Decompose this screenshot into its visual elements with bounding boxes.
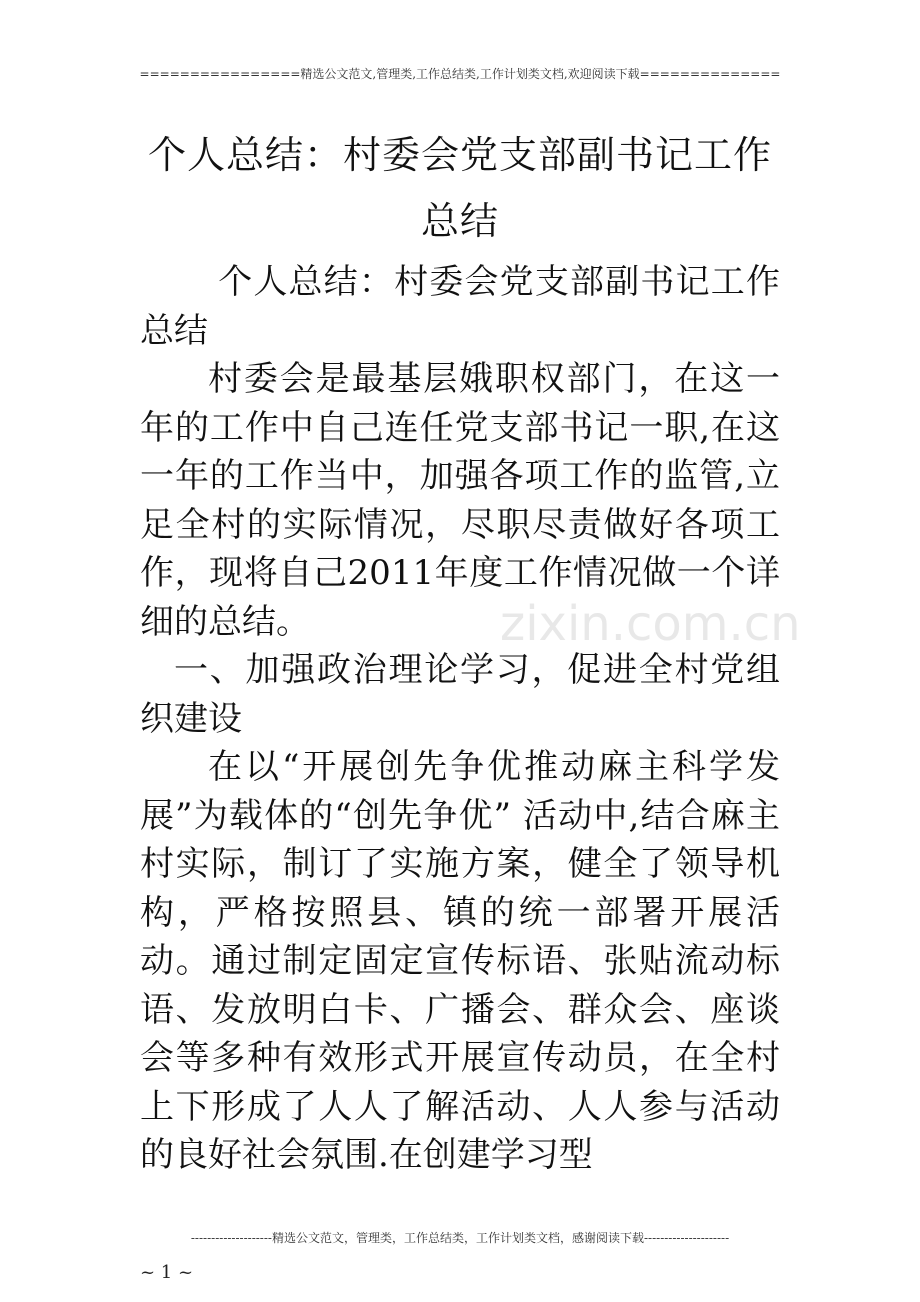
document-title: 个人总结：村委会党支部副书记工作总结 [147, 133, 772, 243]
body-paragraph: 个人总结：村委会党支部副书记工作总结 [140, 262, 780, 351]
page-number: ~ 1 ~ [140, 1262, 194, 1283]
section-heading: 一、加强政治理论学习，促进全村党组织建设 [140, 650, 780, 739]
page-header: ================精选公文范文,管理类,工作总结类,工作计划类文档,欢迎阅读下载============== [139, 67, 781, 81]
document-body [140, 258, 780, 1180]
page-footer: --------------------精选公文范文，管理类，工作总结类，工作计划类文档，感谢阅读下载--------------------- [190, 1231, 730, 1245]
site-watermark: zixin.com.cn [500, 596, 801, 652]
body-paragraph: 在以“开展创先争优推动麻主科学发展”为载体的“创先争优” 活动中,结合麻主村实际，制订了实施方案，健全了领导机构，严格按照县、镇的统一部署开展活动。通过制定固定宣传标语、张贴流动标语、发放明白卡、广播会、群众会、座谈会等多种有效形式开展宣传动员，在全村上下形成了人人了解活动、人人参与活动的良好社会氛围.在创建学习型 [140, 747, 780, 1175]
body-paragraph: 村委会是最基层娥职权部门，在这一年的工作中自己连任党支部书记一职,在这一年的工作当中，加强各项工作的监管,立足全村的实际情况，尽职尽责做好各项工作，现将自己2011年度工作情况做一个详细的总结。 [140, 359, 780, 642]
